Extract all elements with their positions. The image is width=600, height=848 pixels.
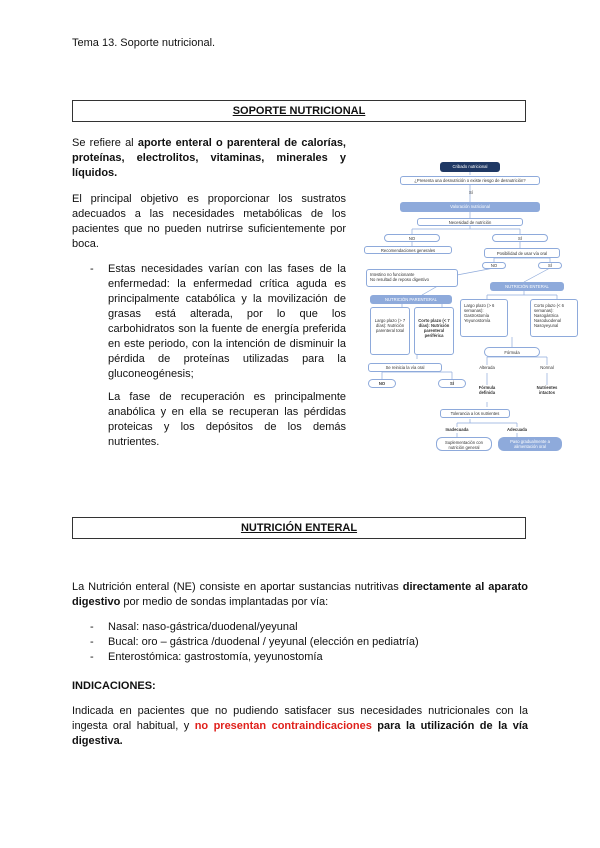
fc-adecuada: Adecuada xyxy=(506,427,527,432)
fc-si-3: SÍ xyxy=(538,262,562,269)
fc-paso-oral: Paso gradualmente a alimentación oral xyxy=(498,437,562,451)
enteral-def-c: por medio de sondas implantadas por vía: xyxy=(120,596,329,608)
fc-si-2: SÍ xyxy=(492,234,548,242)
phases-paragraph: Estas necesidades varían con las fases de la enfermedad: la enfermedad crítica aguda es principalmente catabólica y la movilización de grasas está alterada, por lo que los carbohidratos son la fuente de energía preferida en este periodo, con la intención de disminuir la pérdida de proteínas utilizadas para la gluconeogénesis; xyxy=(108,263,346,380)
fc-tolerancia: Tolerancia a los nutrientes xyxy=(440,409,510,418)
fc-contraindicaciones-list xyxy=(366,269,458,287)
fc-alterada: Alterada xyxy=(479,365,495,370)
page-header: Tema 13. Soporte nutricional. xyxy=(72,37,216,49)
fc-necesidad: Necesidad de nutrición xyxy=(417,218,523,226)
section-title-text: SOPORTE NUTRICIONAL xyxy=(232,105,366,117)
fc-suplementacion: Suplementación con nutrición general xyxy=(436,437,492,451)
enteral-def-a: La Nutrición enteral (NE) consiste en aportar sustancias nutritivas xyxy=(72,581,403,593)
fc-no-3: NO xyxy=(368,379,396,388)
fc-nutrientes-intactos: Nutrientes intactos xyxy=(536,385,558,395)
fc-largo-title: Largo plazo (> 6 semanas): xyxy=(464,303,495,313)
definition-lead: Se refiere al xyxy=(72,137,138,149)
fc-parenteral: NUTRICIÓN PARENTERAL xyxy=(370,295,452,304)
fc-formula-definida: Fórmula definida xyxy=(478,385,496,395)
route-bucal: Bucal: oro – gástrica /duodenal / yeyunal (elección en pediatría) xyxy=(108,636,419,648)
fc-item-reposo: No resultad de reposo digestivo xyxy=(370,277,429,282)
fc-gastrostomia: Gastrostomía xyxy=(464,313,490,318)
fc-no-1: NO xyxy=(384,234,440,242)
indicaciones-paragraph xyxy=(72,704,528,749)
fc-reinicia-oral: Se reinicia la vía oral xyxy=(368,363,442,372)
definition-paragraph xyxy=(72,136,346,181)
enteral-def-bold: directamente al aparato digestivo xyxy=(72,581,528,608)
fc-no-2: NO xyxy=(482,262,506,269)
section-title-soporte xyxy=(72,100,526,122)
fc-via-oral: Posibilidad de usar vía oral xyxy=(484,248,560,258)
fc-desnutricion-question: ¿Presenta una desnutrición o existe riesgo de desnutrición? xyxy=(400,176,540,185)
fc-npp: Corto plazo (< 7 días): Nutrición parenteral periférica xyxy=(414,307,454,355)
ind-red: no presentan contraindicaciones xyxy=(194,720,372,732)
fc-corto-plazo-enteral xyxy=(530,299,578,337)
fc-nasogastrica: Nasogástrica xyxy=(534,313,559,318)
fc-npt: Largo plazo (> 7 días): Nutrición parenteral total xyxy=(370,307,410,355)
route-bullet-dash: - xyxy=(90,651,94,663)
definition-bold: aporte enteral o parenteral de calorías, proteínas, electrolitos, vitaminas, minerales y líquidos. xyxy=(72,137,346,179)
fc-corto-title: Corto plazo (< 6 semanas): xyxy=(534,303,564,313)
enteral-definition xyxy=(72,580,528,610)
ind-c: para la utilización de la vía digestiva. xyxy=(72,720,528,747)
nutrition-flowchart xyxy=(362,157,580,457)
route-enterostomica: Enterostómica: gastrostomía, yeyunostomía xyxy=(108,651,323,663)
fc-formula: Fórmula xyxy=(484,347,540,357)
objective-paragraph: El principal objetivo es proporcionar los sustratos adecuados a las necesidades metabólicas de los pacientes que no pueden nutrirse suficientemente por boca. xyxy=(72,193,346,250)
fc-si-4: SÍ xyxy=(438,379,466,388)
section-title-enteral xyxy=(72,517,526,539)
fc-inadecuada: Inadecuada xyxy=(445,427,469,432)
fc-valoracion: Valoración nutricional xyxy=(400,202,540,212)
bullet-dash: - xyxy=(90,263,94,275)
fc-cribado: Cribado nutricional xyxy=(440,162,500,172)
fc-normal: Normal xyxy=(540,365,554,370)
fc-largo-plazo-enteral xyxy=(460,299,508,337)
route-bullet-dash: - xyxy=(90,636,94,648)
fc-yeyunostomia: Yeyunostomía xyxy=(464,318,491,323)
ind-a: Indicada en pacientes que no pudiendo satisfacer sus necesidades nutricionales con la ingesta oral habitual, y xyxy=(72,705,528,732)
fc-si-1: Sí xyxy=(469,190,473,195)
route-bullet-dash: - xyxy=(90,621,94,633)
recovery-paragraph: La fase de recuperación es principalmente anabólica y en ella se recuperan las pérdidas proteicas y los depósitos de los demás nutrientes. xyxy=(108,391,346,448)
fc-recomendaciones: Recomendaciones generales xyxy=(364,246,452,254)
section-title-text-2: NUTRICIÓN ENTERAL xyxy=(240,522,358,534)
indicaciones-heading: INDICACIONES: xyxy=(72,680,156,692)
fc-nasoduodenal: Nasoduodenal xyxy=(534,318,562,323)
route-nasal: Nasal: naso-gástrica/duodenal/yeyunal xyxy=(108,621,298,633)
fc-enteral: NUTRICIÓN ENTERAL xyxy=(490,282,564,291)
fc-item-intestino: Intestino no funcionante xyxy=(370,272,415,277)
fc-nasoyeyunal: Nasoyeyunal xyxy=(534,323,559,328)
